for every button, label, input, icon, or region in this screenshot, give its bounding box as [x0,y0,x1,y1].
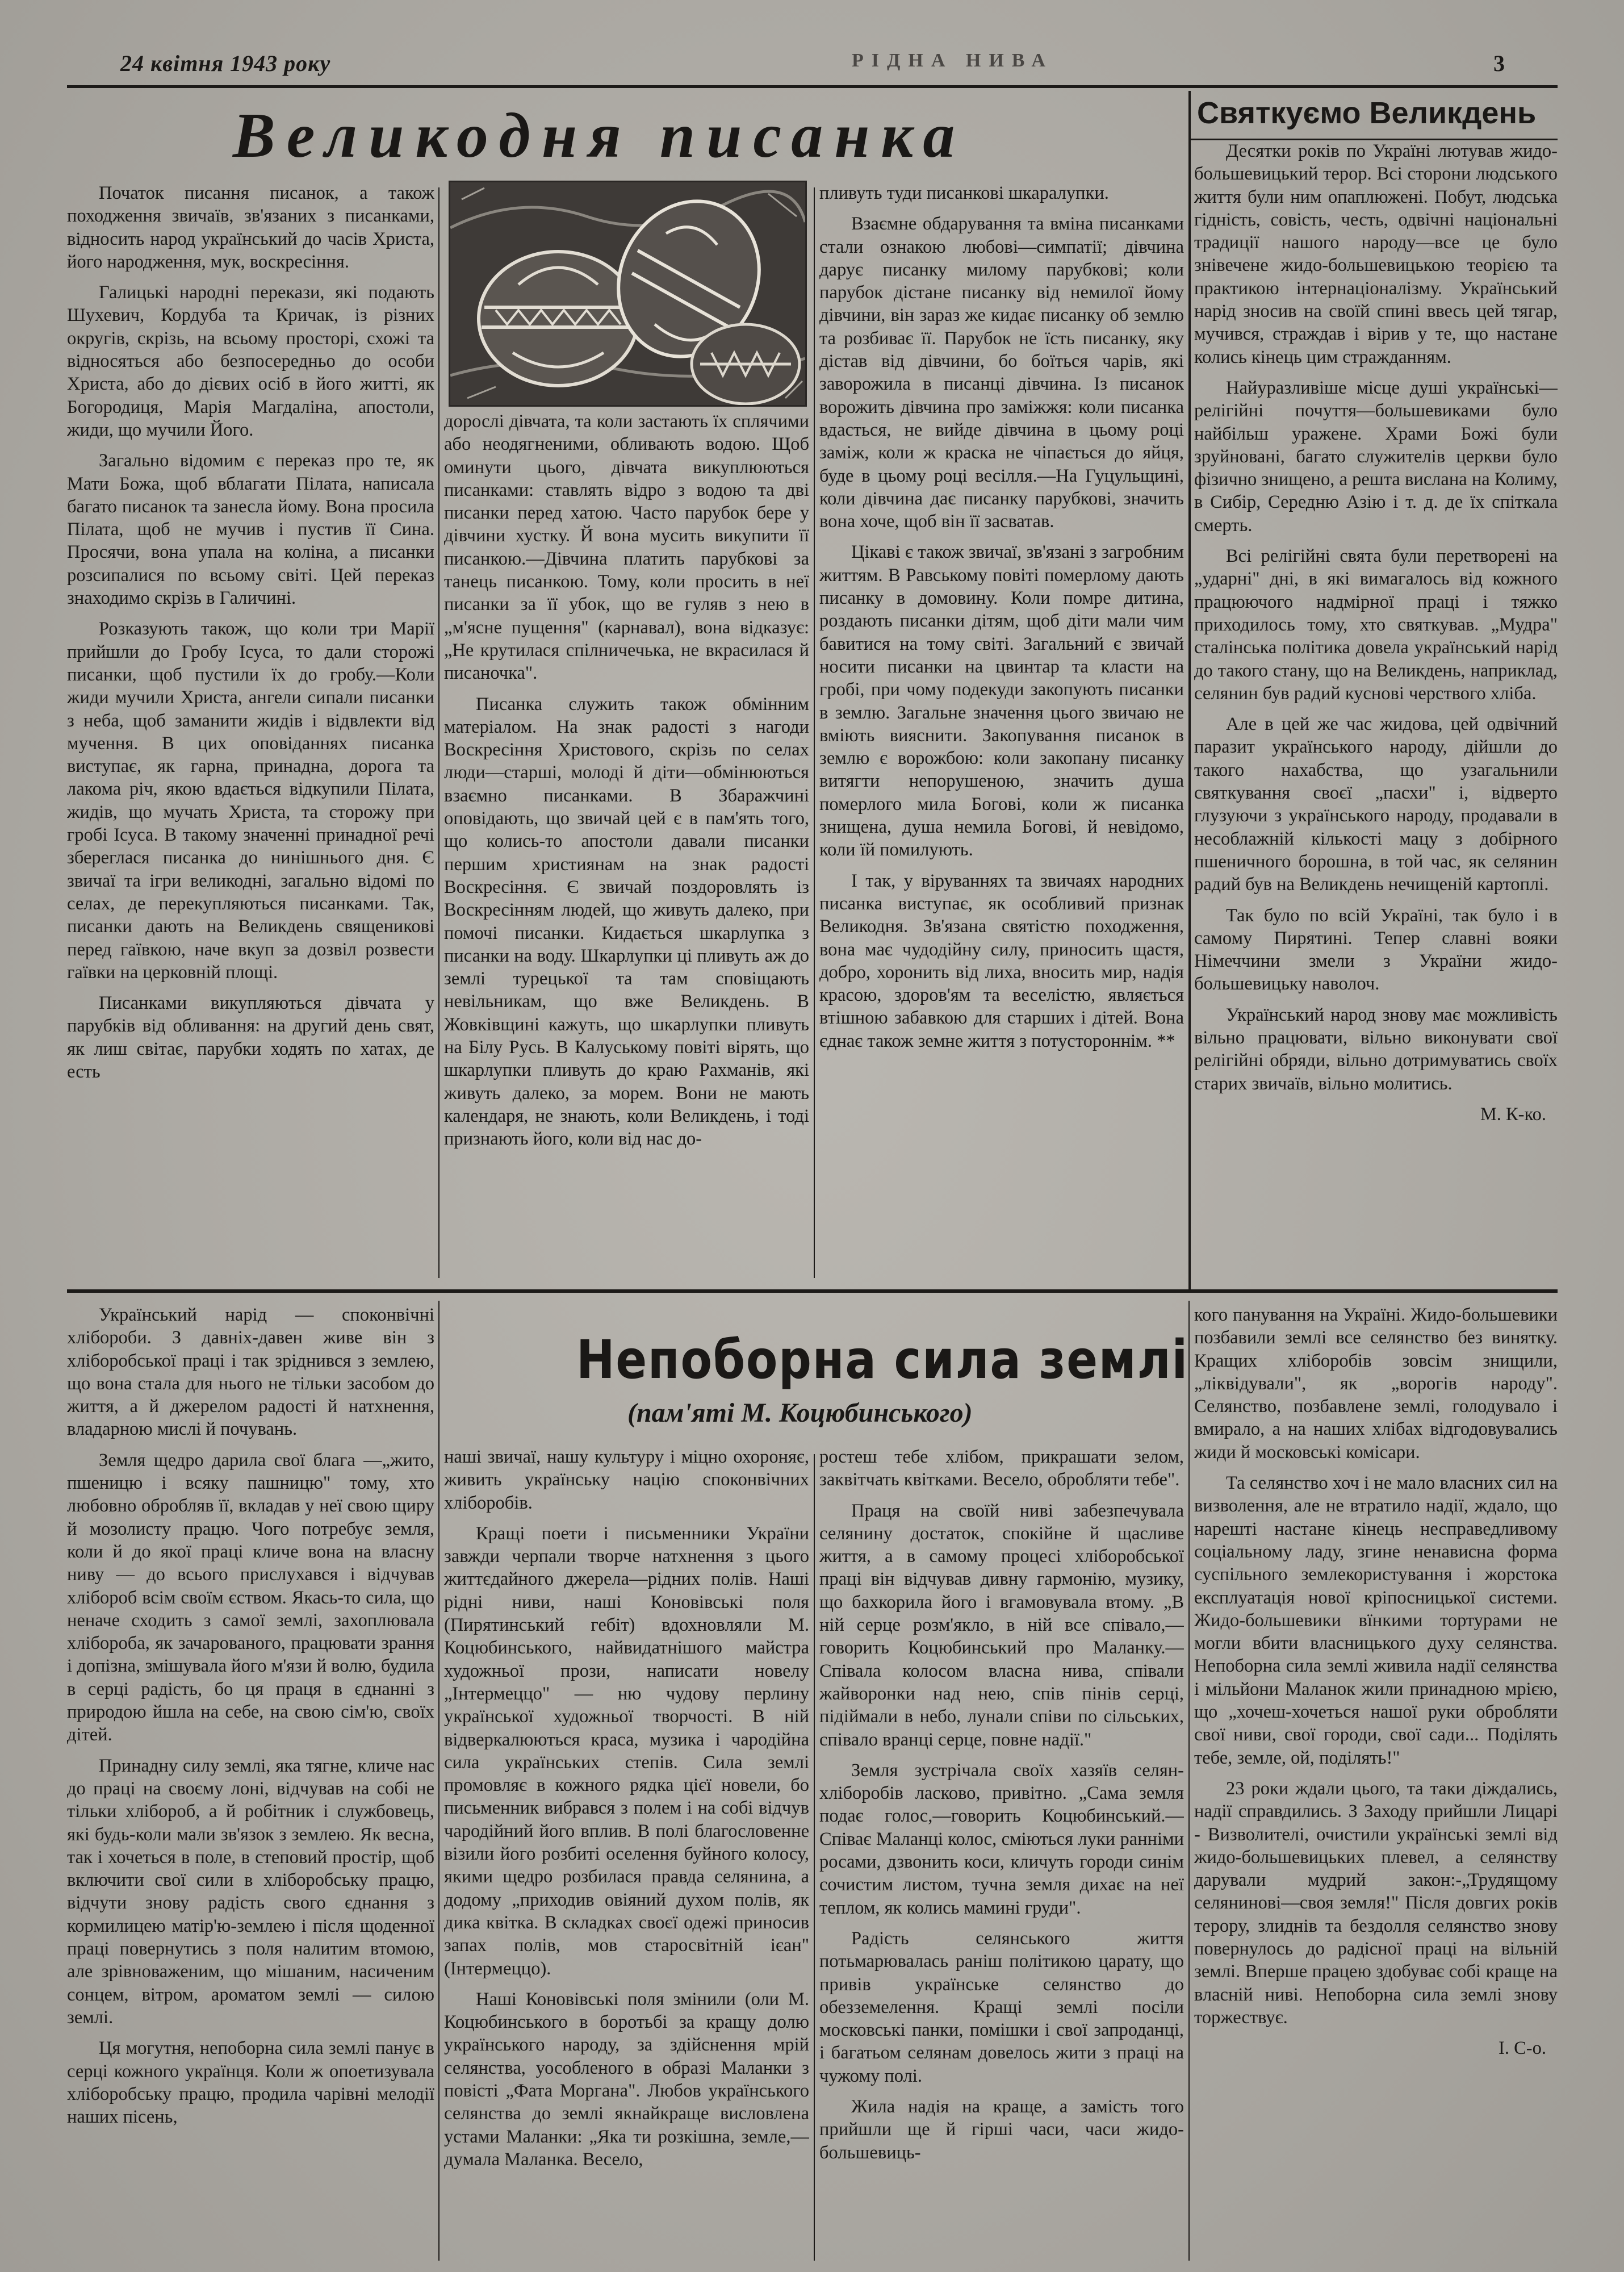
paragraph: Загально відомим є переказ про те, як Мати Божа, щоб вблагати Пілата, написала багато писанок та занесла йому. Вона просила Пілата, щоб не мучив і пустив її Сина. Просячи, вона упала на коліна, а писанки розсипалися по всьому світі. Цей переказ знаходимо скрізь в Галичині. [67,450,434,609]
header-rule [67,85,1558,88]
paragraph: Кращі поети і письменники України завжди черпали творче натхнення з цього життєдайного джерела—рідних полів. Наші рідні ниви, наші Коновівські поля (Пирятинський гебіт) вдохновляли М. Коцюбинського, найвидатнішого майстра художньої прози, написати новелу „Інтермеццо" — ню чудову перлину української художньої творчості. В ній відверкалюються краса, музика і чародійна сила українських степів. Сила землі промовляє в кожного рядка цієї новели, бо письменник вибрався з полем і на собі відчув чародійний його вплив. В полі благословенне візили його розбиті оселення буйного колосу, якими щедро розбилася правда селянина, а додому „приходив овіяний духом полів, як дика квітка. В складках своєї одежі приносив запах полів, мов старосвітній ієан" (Інтермеццо). [444,1523,809,1979]
article1-column-2 [444,410,809,1279]
paragraph: Та селянство хоч і не мало власних сил на визволення, але не втратило надії, ждало, що нарешті настане кінець несправедливому соціальному ладу, згине ненависна форма суспільного землекористування і жорстока експлуатація нової кріпосницької системи. Жидо-большевики вїнкими тортурами не могли вбити власницького духу селянства. Непоборна сила землі живила надії селянства і мільйони Маланок жили принадною мрією, що „хочеш-хочеться нашої руки обробляти свої ниви, свої городи, свої сади... Поділять тебе, земле, ой, поділять!" [1194,1473,1558,1768]
paragraph: Взаємне обдарування та вміна писанками стали ознакою любові—симпатії; дівчина дарує писанку милому парубкові; коли парубок дістане писанку від немилої йому дівчини, він зараз же кидає писанку об землю та розбиває її. Парубок не їсть писанку, яку дістав від дівчини, бо боїться чарів, які заворожила в писанці дівчина. Із писанок ворожить дівчина про заміжжя: коли писанка вдасться, не вийде дівчина в цьому році заміж, коли ж краска не чіпається до яйця, буде в цьому році весілля.—На Гуцульщині, коли дівчина дає писанку парубкові, значить вона хоче, щоб він її засватав. [819,214,1184,532]
article-title-land-power: Непоборна сила землі [576,1329,1188,1391]
paragraph: кого панування на Україні. Жидо-большевики позбавили землі все селянство без винятку. Кращих хліборобів зовсім знищили, „ліквідували", як „ворогів народу". Селянство, позбавлене землі, голодувало і вмирало, а на наших хлібах відгодовувались жиди й московські комісари. [1194,1305,1558,1463]
paragraph: Принадну силу землі, яка тягне, кличе нас до праці на своєму лоні, відчував на собі не тільки хлібороб, а й робітник і службовець, які будь-коли мали зв'язок з землею. Як весна, так і хочеться в поле, в степовий простір, щоб включити свої сили в хліборобську працю, відчути знову радість свого єднання з кормилицею матір'ю-землею і після щоденної праці повернутись з поля налитим втомою, але зрівноваженим, що мішаним, насиченим сонцем, вітром, ароматом землі — силою землі. [67,1755,434,2028]
paragraph: Писанками викупляються дівчата у парубків від обливання: на другий день свят, як лиш світає, парубки ходять по хатах, де есть [67,993,434,1082]
article-subtitle: (пам'яті М. Коцюбинського) [627,1398,973,1428]
paragraph: наші звичаї, нашу культуру і міцно охороняє, живить українську націю споконвічних хліборобів. [444,1447,809,1513]
paragraph: Так було по всій Україні, так було і в самому Пирятині. Тепер славні вояки Німеччини змели з України жидо-большевицьку наволоч. [1194,905,1558,995]
paragraph: Десятки років по Україні лютував жидо-большевицький терор. Всі сторони людського життя були ним опаплюжені. Побут, людська гідність, совість, честь, одвічні національні традиції нашого народу—все це було знівечене жидо-большевицькою теорією та практикою інтернаціоналізму. Український нарід зносив на своїй спині ввесь цей тягар, мучився, страждав і вірив у те, що настане колись кінець цим стражданням. [1194,141,1558,367]
paragraph: Писанка служить також обмінним матеріалом. На знак радості з нагоди Воскресіння Христового, скрізь по селах люди—старші, молоді й діти—обмінюються взаємно писанками. В Збаражчині оповідають, що звичай цей є в пам'ять того, що колись-то апостоли давали писанки першим християнам на знак радості Воскресіння. Є звичай поздоровлять із Воскресінням людей, що живуть далеко, при помочі писанки. Кидається шкарлупка з писанки на воду. Шкарлупки ці пливуть аж до землі турецької та там сповіщають невільникам, що вже Великдень. В Жовківщині кажуть, що шкарлупки пливуть на Білу Русь. В Калуському повіті вірять, що шкарлупки пливуть до краю Рахманів, які живуть далеко, за морем. Вони не мають календаря, не знають, коли Великдень, і тоді признають його, коли від нас до- [444,694,809,1150]
paragraph: Початок писання писанок, а також походження звичаїв, зв'язаних з писанками, відносить народ український до часів Христа, його народження, мук, воскресіння. [67,183,434,272]
paragraph: пливуть туди писанкові шкаралупки. [819,183,1109,203]
paragraph: Земля щедро дарила свої блага —„жито, пшеницю і всяку пашницю" тому, хто любовно обробляв її, вкладав у неї свою щиру й мозолисту працю. Чого потребує земля, коли й до якої праці кличе вона на власну ниву — до всього прислухався і відчував хлібороб всім своїм єством. Якась-то сила, що неначе сходить з самої землі, захоплювала хлібороба, як зачарованого, працювати зрання і допізна, змішувала його м'язи й волю, будила в серці радість, бо ця праця в єднанні з природою йшла на себе, на свою сім'ю, своїх дітей. [67,1450,434,1745]
column-divider [1188,91,1191,1289]
paragraph: Радість селянського життя потьмарювалась раніш політикою царату, що привів українське селянство до обезземелення. Кращі землі посіли московські панки, помішки і свої запроданці, і багатьом селянам довелось жити з праці на чужому полі. [819,1928,1184,2086]
article1-column-1 [67,182,434,1278]
column-divider [438,187,440,1278]
article2-column-3 [819,1446,1184,2263]
paragraph: Український народ знову має можливість вільно працювати, вільно виконувати свої релігійні обряди, вільно дотримуватись своїх старих звичаїв, вільно молитись. [1194,1004,1558,1094]
paragraph: Розказують також, що коли три Марії прийшли до Гробу Ісуса, то дали сторожі писанки, щоб пустили їх до гробу.—Коли жиди мучили Христа, ангели сипали писанки з неба, щоб заманити жидів і відвлекти від мучення. В цих оповіданнях писанка виступає, як гарна, принадна, дорога та лакома річ, якою вдається відкупили Пілата, жидів, що мучать Христа, та сторожу при гробі Ісуса. В такому значенні принадної речі збереглася писанка до нинішнього дня. Є звичаї та ігри великодні, загально відомі по селах, де перекупляються писанками. Так, писанки дають на Великдень священикові перед гаївкою, наче вкуп за дозвіл розвести гаївки на церковній площі. [67,619,434,983]
author-signature: М. К-ко. [1480,1104,1546,1125]
paragraph: Жила надія на краще, а замість того прийшли ще й гірші часи, часи жидо-большевиць- [819,2096,1184,2163]
paragraph: Земля зустрічала своїх хазяїв селян-хліборобів ласково, привітно. „Сама земля подає голос,—говорить Коцюбинський.—Співає Маланці колос, сміються луки ранніми росами, дзвонить коси, кличуть городи синім сочистим листом, тучна земля дихає на неї теплом, як колись мамині груди". [819,1760,1184,1918]
article-right-column [1194,140,1558,1281]
pysanky-illustration [449,181,807,407]
paragraph: Цікаві є також звичаї, зв'язані з загробним життям. В Равському повіті померлому дають писанку в домовину. Коли помре дитина, роздають писанки дітям, щоб діти мали чим бавитися на тому світі. Загальний є звичай носити писанки на цвинтар та класти на гробі, при чому подекуди закопують писанки в землю. Загальне значення цього звичаю не вміють вияснити. Закопування писанок в землю є ворожбою: коли закопану писанку витягти непорушеною, значить душа померлого мила Богові, коли ж писанка знищена, душа немила Богові, й невідомо, коли їй помилують. [819,542,1184,861]
paragraph: Ця могутня, непоборна сила землі панує в серці кожного українця. Коли ж опоетизувала хліборобську працю, продила чарівні мелодії наших пісень, [67,2038,434,2128]
article2-column-1 [67,1304,434,2263]
article-title-easter-egg: Великодня писанка [233,101,966,171]
page-number: 3 [1493,51,1505,76]
column-divider [1188,1301,1190,2261]
article1-column-3 [819,182,1184,1278]
section-divider [67,1289,1558,1293]
author-signature: І. С-о. [1499,2038,1546,2059]
paragraph: Але в цей же час жидова, цей одвічний паразит українського народу, дійшли до такого нахабства, що узагальнили святкування своєї „пасхи" і, відверто глузуючи з українського народу, продавали в несоблажній кількості мацу з добірного пшеничного борошна, в той час, як селянин радий був на Великдень нечищеній картоплі. [1194,714,1558,895]
newspaper-name: РІДНА НИВА [852,50,1053,71]
issue-date: 24 квітня 1943 року [120,51,331,76]
article2-column-2 [444,1446,809,2263]
column-divider [814,1454,815,2261]
paragraph: Всі релігійні свята були перетворені на „ударні" дні, в які вимагалось від кожного працюючого надмірної праці і тяжко приходилось тому, хто святкував. „Мудра" сталінська політика довела український нарід до такого стану, що на Великдень, наприклад, селянин був радий куснові черствого хліба. [1194,546,1558,704]
paragraph: 23 роки ждали цього, та таки діждались, надії справдились. З Заходу прийшли Лицарі - Визволителі, очистили українські землі від жидо-большевицьких плевел, а селянству дарували мудрий закон:-„Трудящому селянинові—своя земля!" Після довгих років терору, злиднів та бездолля селянство знову повернулось до радісної праці на вільній землі. Вперше працею здобуває собі краще на власній ниві. Непоборна сила землі знову торжествує. [1194,1778,1558,2028]
paragraph: дорослі дівчата, та коли застають їх сплячими або неодягненими, обливають водою. Щоб оминути цього, дівчата викуплюються писанками: ставлять відро з водою та дві писанки перед хатою. Часто парубок бере у дівчини хустку. Й вона мусить викупити її писанкою.—Дівчина платить парубкові за танець писанкою. Тому, коли просить в неї писанки за її убок, що ве гуляв з нею в „м'ясне пущення" (карнавал), вона відказує: „Не крутилася спілничечька, не вкрасилася й писаночка". [444,411,809,684]
article2-column-4 [1194,1304,1558,2263]
article-title-easter-celebration: Святкуємо Великдень [1197,96,1537,130]
paragraph: Галицькі народні перекази, які подають Шухевич, Кордуба та Кричак, із різних округів, скрізь, на всьому просторі, схожі та відносяться або безпосередньо до особи Христа, або до дієвих осіб в його житті, як Богородиця, Марія Магдаліна, апостоли, жиди, що мучили Його. [67,282,434,440]
paragraph: Український нарід — споконвічні хлібороби. З давніх-давен живе він з хліборобської праці і так зріднився з землею, що вона стала для нього не тільки засобом до життя, а й джерелом радості й натхнення, владарною мислі й почувань. [67,1305,434,1440]
paragraph: Найуразливіше місце душі українські—релігійні почуття—большевиками було найбільш уражене. Храми Божі були зруйновані, багато служителів церкви було фізично знищено, а решта вислана на Колиму, в Сибір, Середню Азію і т. д. де їх спіткала смерть. [1194,377,1558,536]
column-divider [814,187,815,1278]
pysanka-eggs-icon [450,182,805,405]
paragraph: Наші Коновівські поля змінили (оли М. Коцюбинського в боротьбі за кращу долю українського народу, за здійснення мрій селянства, уособленого в образі Маланки з повісті „Фата Моргана". Любов українського селянства до землі якнайкраще висловлена устами Маланки: „Яка ти розкішна, земле,—думала Маланка. Весело, [444,1989,809,2170]
column-divider [438,1301,440,2261]
paragraph: І так, у віруваннях та звичаях народних писанка виступає, як особливий признак Великодня. Зв'язана святістю походження, вона має чудодійну силу, приносить щастя, добро, хоронить від лиха, вносить мир, надія красою, здоров'ям та веселістю, являється втішною забавкою для старших і дітей. Вона єднає також земне життя з потустороннім. ** [819,870,1184,1051]
paragraph: Праця на своїй ниві забезпечувала селянину достаток, спокійне й щасливе життя, а в самому процесі хліборобської праці він відчував дивну гармонію, музику, що бахкорила його і вгамовувала втому. „В ній серце розм'якло, в ній все співало,—говорить Коцюбинський про Маланку.—Співала колосом власна нива, співали жайворонки над нею, спів пінів серці, підіймали в небо, лунали співи по сільських, співало вранці серце, повне надії." [819,1500,1184,1750]
paragraph: ростеш тебе хлібом, прикрашати зелом, заквітчать квітками. Весело, обробляти тебе". [819,1447,1184,1490]
